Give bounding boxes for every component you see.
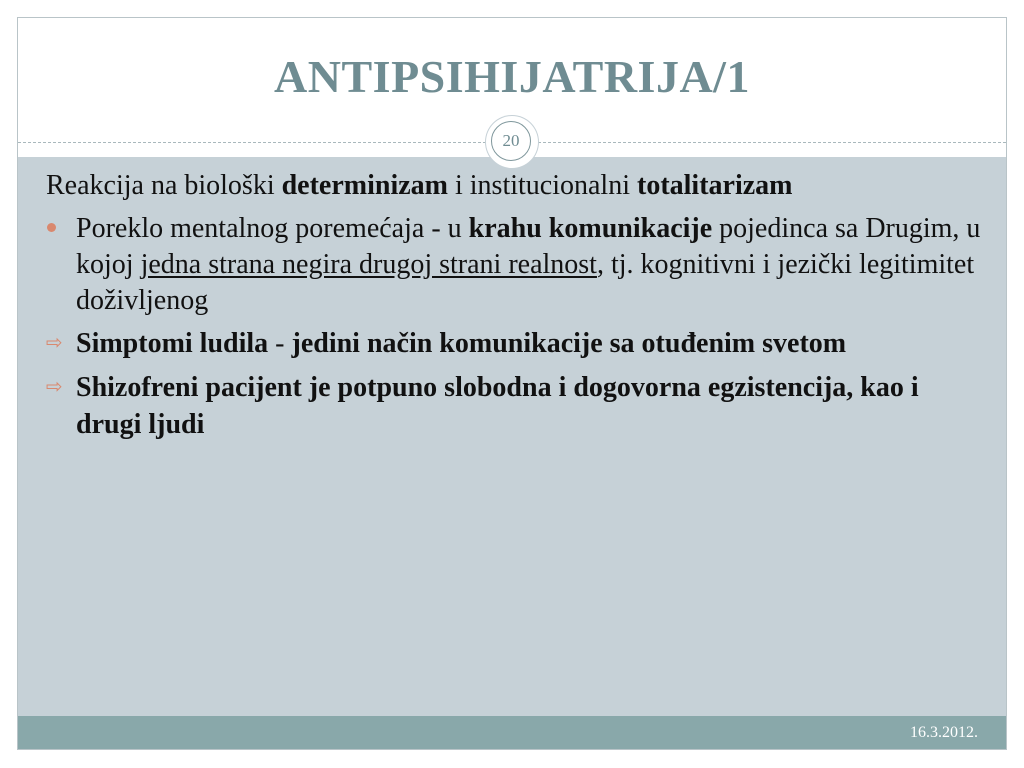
text-segment: i institucionalni [448, 170, 637, 201]
text-segment: - [268, 328, 292, 359]
paragraph-4 [46, 370, 986, 443]
text-bold: jedini način komunikacije sa otuđenim svetom [291, 328, 847, 359]
text-segment: , tj. kognitivni i jezički legitimitet doživljenog [76, 249, 975, 316]
arrow-icon: ⇨ [46, 374, 63, 398]
arrow-icon: ⇨ [46, 330, 63, 354]
slide-body [46, 168, 986, 450]
dot-icon [47, 223, 56, 232]
text-bold: Simptomi ludila [76, 328, 269, 359]
text-bold: krahu komunikacije [468, 213, 713, 244]
text-bold: Shizofreni pacijent je potpuno slobodna i dogovorna egzistencija, kao i drugi ljudi [76, 372, 919, 440]
text-segment: Poreklo mentalnog poremećaja - u [76, 213, 469, 244]
text-segment: pojedinca sa Drugim, u kojoj [76, 213, 981, 280]
paragraph-3 [46, 326, 986, 363]
text-underlined: jedna strana negira drugoj strani realnost [140, 249, 597, 280]
slide-title: ANTIPSIHIJATRIJA/1 [274, 51, 750, 102]
footer-bar [18, 716, 1006, 749]
slide-number-badge [486, 116, 538, 168]
text-bold: totalitarizam [637, 170, 793, 201]
paragraph-1 [46, 168, 986, 204]
slide-number: 20 [491, 121, 531, 161]
paragraph-2 [46, 211, 986, 319]
slide-date: 16.3.2012. [910, 724, 978, 741]
text-bold: determinizam [281, 170, 448, 201]
text-segment: Reakcija na biološki [46, 170, 282, 201]
